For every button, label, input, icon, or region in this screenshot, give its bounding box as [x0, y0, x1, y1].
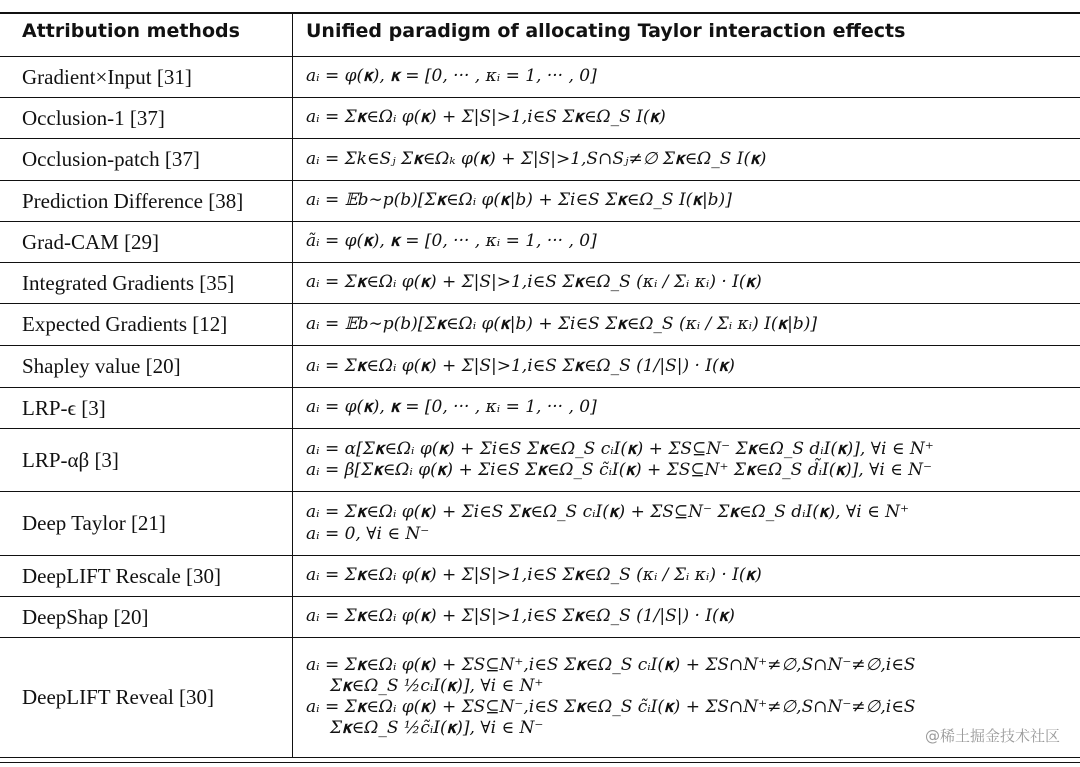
table-row: [0, 304, 1080, 346]
formula-cell: [306, 492, 1074, 555]
table-row: [0, 492, 1080, 556]
formula-line: aᵢ = Σ𝛋∈Ωᵢ φ(𝛋) + Σi∈S Σ𝛋∈Ω_S cᵢI(𝛋) + ΣS⊆N⁻ Σ𝛋∈Ω_S dᵢI(𝛋), ∀i ∈ N⁺: [306, 502, 909, 523]
formula-line: ãᵢ = φ(𝛋), 𝛋 = [0, ··· , κᵢ = 1, ··· , 0]: [306, 231, 597, 252]
method-name: Shapley value [20]: [22, 354, 181, 378]
formula-cell: [306, 388, 1074, 428]
formula-line: aᵢ = Σ𝛋∈Ωᵢ φ(𝛋) + Σ|S|>1,i∈S Σ𝛋∈Ω_S (1/|S|) · I(𝛋): [306, 355, 735, 376]
table-row: [0, 388, 1080, 429]
formula-line: aᵢ = Σ𝛋∈Ωᵢ φ(𝛋) + Σ|S|>1,i∈S Σ𝛋∈Ω_S (1/|S|) · I(𝛋): [306, 606, 735, 627]
formula-cell: [306, 181, 1074, 221]
formula-cell: [306, 263, 1074, 303]
method-name: Gradient×Input [31]: [22, 64, 192, 89]
method-name: Deep Taylor [21]: [22, 511, 166, 535]
formula-line: aᵢ = 𝔼b∼p(b)[Σ𝛋∈Ωᵢ φ(𝛋|b) + Σi∈S Σ𝛋∈Ω_S (κᵢ / Σᵢ κᵢ) I(𝛋|b)]: [306, 313, 818, 334]
formula-cell: [306, 98, 1074, 138]
table-row: [0, 556, 1080, 597]
table-row: [0, 181, 1080, 222]
method-name: Integrated Gradients [35]: [22, 270, 235, 295]
formula-line: aᵢ = α[Σ𝛋∈Ωᵢ φ(𝛋) + Σi∈S Σ𝛋∈Ω_S cᵢI(𝛋) + ΣS⊆N⁻ Σ𝛋∈Ω_S dᵢI(𝛋)], ∀i ∈ N⁺: [306, 438, 934, 459]
method-name: LRP-αβ [3]: [22, 447, 119, 472]
method-name: Occlusion-patch [37]: [22, 147, 200, 171]
method-name: Grad-CAM [29]: [22, 229, 160, 254]
table-bottom-rule-double: [0, 762, 1080, 763]
formula-line: aᵢ = 0, ∀i ∈ N⁻: [306, 523, 430, 544]
table-row: [0, 263, 1080, 304]
column-header-methods: Attribution methods: [22, 20, 240, 42]
formula-line: aᵢ = Σk∈Sⱼ Σ𝛋∈Ωₖ φ(𝛋) + Σ|S|>1,S∩Sⱼ≠∅ Σ𝛋∈Ω_S I(𝛋): [306, 148, 767, 169]
method-name: DeepShap [20]: [22, 604, 149, 629]
method-name: Occlusion-1 [37]: [22, 105, 165, 130]
formula-line: aᵢ = φ(𝛋), 𝛋 = [0, ··· , κᵢ = 1, ··· , 0]: [306, 397, 597, 418]
method-name: Expected Gradients [12]: [22, 312, 228, 336]
formula-cell: [306, 304, 1074, 345]
formula-line: aᵢ = Σ𝛋∈Ωᵢ φ(𝛋) + Σ|S|>1,i∈S Σ𝛋∈Ω_S (κᵢ / Σᵢ κᵢ) · I(𝛋): [306, 272, 762, 293]
formula-cell: [306, 139, 1074, 180]
table-top-rule: [0, 12, 1080, 14]
column-header-paradigm: Unified paradigm of allocating Taylor interaction effects: [306, 20, 906, 42]
formula-line: aᵢ = Σ𝛋∈Ωᵢ φ(𝛋) + Σ|S|>1,i∈S Σ𝛋∈Ω_S I(𝛋): [306, 107, 666, 128]
formula-line: aᵢ = Σ𝛋∈Ωᵢ φ(𝛋) + Σ|S|>1,i∈S Σ𝛋∈Ω_S (κᵢ / Σᵢ κᵢ) · I(𝛋): [306, 565, 762, 586]
table-bottom-rule: [0, 757, 1080, 758]
table-row: [0, 139, 1080, 181]
method-name: LRP-ϵ [3]: [22, 395, 106, 420]
table-row: [0, 57, 1080, 98]
formula-line: aᵢ = β[Σ𝛋∈Ωᵢ φ(𝛋) + Σi∈S Σ𝛋∈Ω_S c̃ᵢI(𝛋) + ΣS⊆N⁺ Σ𝛋∈Ω_S d̃ᵢI(𝛋)], ∀i ∈ N⁻: [306, 460, 933, 480]
formula-cell: [306, 429, 1074, 491]
formula-cell: [306, 597, 1074, 637]
table-row: [0, 98, 1080, 139]
formula-line: Σ𝛋∈Ω_S ½cᵢI(𝛋)], ∀i ∈ N⁺: [330, 675, 544, 696]
formula-cell: [306, 222, 1074, 262]
formula-line: aᵢ = φ(𝛋), 𝛋 = [0, ··· , κᵢ = 1, ··· , 0]: [306, 66, 597, 87]
formula-cell: [306, 57, 1074, 97]
table-row: [0, 429, 1080, 492]
formula-line: Σ𝛋∈Ω_S ½c̃ᵢI(𝛋)], ∀i ∈ N⁻: [330, 718, 544, 739]
table-row: [0, 597, 1080, 638]
table-row: [0, 346, 1080, 388]
method-name: Prediction Difference [38]: [22, 188, 244, 213]
formula-line: aᵢ = 𝔼b∼p(b)[Σ𝛋∈Ωᵢ φ(𝛋|b) + Σi∈S Σ𝛋∈Ω_S I(𝛋|b)]: [306, 190, 732, 211]
watermark: @稀土掘金技术社区: [924, 727, 1060, 745]
formula-line: aᵢ = Σ𝛋∈Ωᵢ φ(𝛋) + ΣS⊆N⁻,i∈S Σ𝛋∈Ω_S c̃ᵢI(𝛋) + ΣS∩N⁺≠∅,S∩N⁻≠∅,i∈S: [306, 697, 916, 717]
formula-cell: [306, 556, 1074, 596]
method-name: DeepLIFT Rescale [30]: [22, 563, 222, 588]
table-row: [0, 638, 1080, 757]
method-name: DeepLIFT Reveal [30]: [22, 684, 215, 709]
table-row: [0, 222, 1080, 263]
formula-line: aᵢ = Σ𝛋∈Ωᵢ φ(𝛋) + ΣS⊆N⁺,i∈S Σ𝛋∈Ω_S cᵢI(𝛋) + ΣS∩N⁺≠∅,S∩N⁻≠∅,i∈S: [306, 654, 916, 675]
formula-cell: [306, 346, 1074, 387]
